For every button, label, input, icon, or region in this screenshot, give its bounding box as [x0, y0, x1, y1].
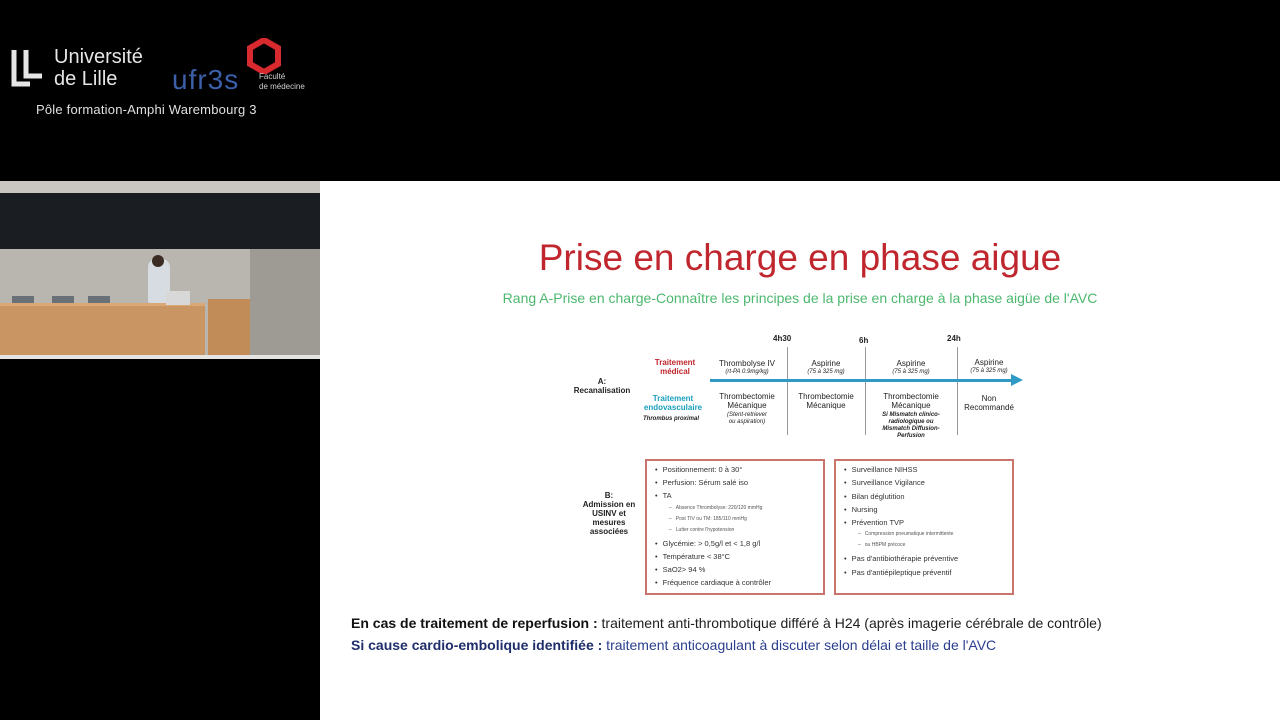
list-item: – Absence Thrombolyse: 220/120 mmHg — [669, 505, 762, 511]
video-podium — [208, 299, 250, 357]
thrombus-label: Thrombus proximal — [642, 416, 699, 422]
cell-main: Aspirine — [974, 358, 1004, 367]
cardioembolic-note-bold: Si cause cardio-embolique identifiée : — [351, 637, 603, 653]
time-label: 4h30 — [773, 334, 792, 343]
list-item: • Bilan déglutition — [844, 492, 905, 501]
time-label: 6h — [859, 336, 869, 345]
cardioembolic-note-text: traitement anticoagulant à discuter selon délai et taille de l'AVC — [602, 637, 997, 653]
video-side-wall — [250, 249, 320, 359]
traitement-medical-label: Traitement médical — [654, 358, 696, 376]
cell-main: Aspirine — [811, 359, 841, 368]
list-item: • Fréquence cardiaque à contrôler — [655, 578, 771, 587]
list-item: – Compression pneumatique intermittente — [858, 531, 953, 537]
cell-sub: (75 à 325 mg) — [892, 369, 930, 375]
cell-main: Thrombectomie Mécanique — [883, 392, 939, 410]
list-item: • Surveillance Vigilance — [844, 478, 925, 487]
list-item: • Surveillance NIHSS — [844, 465, 918, 474]
cell-sub: (Stent-retriever ou aspiration) — [726, 412, 767, 425]
cardioembolic-note — [351, 637, 996, 653]
list-item: • Pas d'antiépileptique préventif — [844, 568, 951, 577]
university-name: Université de Lille — [54, 46, 143, 90]
video-ceiling — [0, 181, 320, 193]
list-item: • Température < 38°C — [655, 552, 730, 561]
ufr-hexagon-icon — [246, 38, 282, 74]
video-speaker-head — [152, 255, 164, 267]
section-a-label: A: Recanalisation — [573, 377, 631, 395]
universite-lille-logo-icon — [10, 48, 46, 88]
list-item: – ou HBPM précoce — [858, 542, 905, 548]
time-label: 24h — [947, 334, 961, 343]
speaker-video — [0, 181, 320, 359]
timeline-divider — [787, 347, 788, 435]
list-item: • TA — [655, 491, 672, 500]
cell-sub: (75 à 325 mg) — [970, 368, 1008, 374]
list-item: • Pas d'antibiothérapie préventive — [844, 554, 958, 563]
cell-main: Thrombectomie Mécanique — [798, 392, 854, 410]
list-item: • Nursing — [844, 505, 877, 514]
measures-box-left — [645, 459, 825, 595]
measures-box-right — [834, 459, 1014, 595]
traitement-endovasculaire-label: Traitement endovasculaire — [643, 394, 703, 412]
cell-main: Thrombectomie Mécanique — [719, 392, 775, 410]
cell-sub: (75 à 325 mg) — [807, 369, 845, 375]
header-bar — [0, 0, 1280, 180]
list-item: • Positionnement: 0 à 30° — [655, 465, 742, 474]
list-item: • SaO2> 94 % — [655, 565, 705, 574]
list-item: • Prévention TVP — [844, 518, 904, 527]
faculty-label: Faculté de médecine — [259, 72, 305, 91]
slide-subtitle: Rang A-Prise en charge-Connaître les principes de la prise en charge à la phase aigüe de l'AVC — [502, 290, 1098, 306]
cell-main: Aspirine — [896, 359, 926, 368]
timeline-arrow — [710, 379, 1013, 382]
video-blackboard — [0, 193, 320, 249]
presentation-slide — [320, 181, 1280, 720]
list-item: • Glycémie: > 0,5g/l et < 1,8 g/l — [655, 539, 760, 548]
video-laptop — [166, 291, 190, 305]
timeline-divider — [957, 347, 958, 435]
arrow-head-icon — [1011, 374, 1023, 386]
slide-title: Prise en charge en phase aigue — [538, 237, 1062, 278]
list-item: • Perfusion: Sérum salé iso — [655, 478, 748, 487]
video-desk — [0, 303, 205, 358]
location-label: Pôle formation-Amphi Warembourg 3 — [36, 102, 257, 117]
section-b-label: B: Admission en USINV et mesures associées — [582, 491, 636, 536]
cell-main: Thrombolyse IV — [718, 359, 776, 368]
reperfusion-note — [351, 615, 1102, 631]
cell-sub: Si Mismatch clinico- radiologique ou Mismatch Diffusion- Perfusion — [882, 412, 940, 439]
video-border — [0, 355, 320, 359]
list-item: – Lutter contre l'hypotension — [669, 527, 734, 533]
list-item: – Post TIV ou TM: 185/110 mmHg — [669, 516, 747, 522]
reperfusion-note-text: traitement anti-thrombotique différé à H24 (après imagerie cérébrale de contrôle) — [597, 615, 1102, 631]
treatment-diagram — [545, 321, 1045, 596]
cell-sub: (rt-PA 0.9mg/kg) — [725, 369, 769, 375]
timeline-divider — [865, 347, 866, 435]
ufr-logo-text: ufr3s — [172, 64, 240, 95]
cell-main: Non Recommandé — [964, 394, 1014, 412]
reperfusion-note-bold: En cas de traitement de reperfusion : — [351, 615, 598, 631]
